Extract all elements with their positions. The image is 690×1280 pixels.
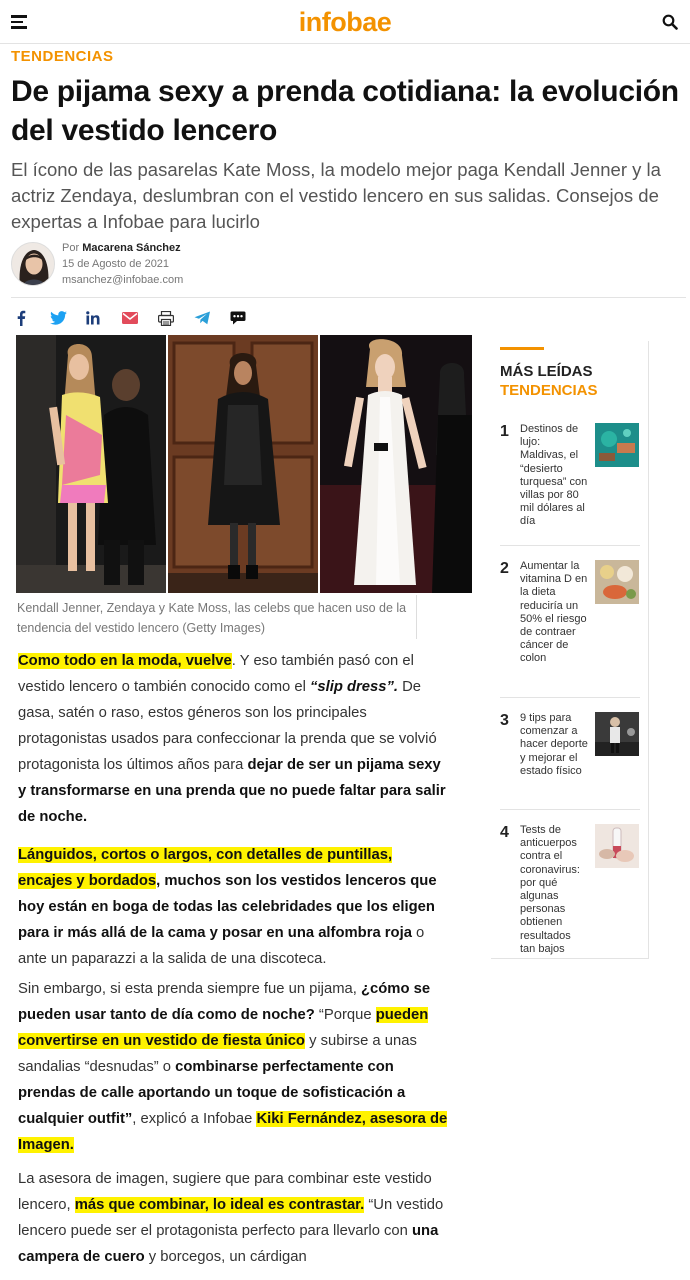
paragraph-2	[18, 842, 448, 972]
highlight-text: pueden convertirse en un vestido de fiesta único	[18, 1007, 429, 1049]
photo-zendaya	[168, 335, 318, 593]
author-avatar[interactable]	[11, 242, 55, 286]
sidebar-accent-bar	[500, 347, 544, 350]
sidebar-title: MÁS LEÍDAS	[500, 363, 593, 380]
caption-divider	[416, 595, 417, 639]
body-text: “Un vestido lencero puede ser el protagonista perfecto para llevarlo con	[18, 1197, 444, 1239]
byline	[11, 240, 411, 290]
item-headline[interactable]: 9 tips para comenzar a hacer deporte y mejorar el estado físico	[520, 712, 588, 777]
most-read-item[interactable]	[500, 712, 640, 792]
highlight-text: más que combinar, lo ideal es contrastar.	[74, 1197, 365, 1213]
body-text: . Y eso también pasó con el vestido lencero o también conocido como el	[18, 653, 414, 695]
divider	[500, 545, 640, 546]
bold-text: combinarse perfectamente con prendas de calle aportando un toque de sofisticación a cualquier outfit”	[18, 1059, 406, 1127]
divider	[500, 809, 640, 810]
article-subtitle: El ícono de las pasarelas Kate Moss, la modelo mejor paga Kendall Jenner y la actriz Zendaya, deslumbran con el vestido lencero en sus salidas. Consejos de expertas a Infobae para lucirlo	[11, 159, 661, 232]
telegram-icon[interactable]	[194, 308, 230, 328]
body-text: y subirse a unas sandalias “desnudas” o	[18, 1033, 417, 1075]
print-icon[interactable]	[158, 308, 194, 328]
body-text: o ante un paparazzi a la salida de una discoteca.	[18, 925, 425, 967]
share-bar	[14, 308, 266, 328]
item-number: 2	[500, 560, 509, 577]
top-bar	[0, 0, 690, 44]
image-caption: Kendall Jenner, Zendaya y Kate Moss, las celebs que hacen uso de la tendencia del vestido lencero (Getty Images)	[17, 601, 407, 635]
item-thumbnail[interactable]	[595, 560, 639, 604]
site-logo[interactable]: infobae	[298, 7, 392, 37]
item-thumbnail[interactable]	[595, 824, 639, 868]
comments-icon[interactable]	[230, 308, 266, 328]
photo-kate-moss	[320, 335, 472, 593]
item-thumbnail[interactable]	[595, 712, 639, 756]
email-icon[interactable]	[122, 308, 158, 328]
author-prefix: Por	[62, 242, 80, 254]
bold-text: una campera de cuero	[18, 1223, 439, 1265]
body-text: , explicó a Infobae	[132, 1111, 257, 1127]
author-meta	[62, 240, 183, 288]
emphasis-text: “slip dress”.	[310, 679, 398, 695]
body-text: “Porque	[314, 1007, 376, 1023]
photo-kendall-jenner	[16, 335, 166, 593]
highlight-text: Como todo en la moda, vuelve	[18, 653, 232, 669]
most-read-item[interactable]	[500, 560, 640, 680]
section-kicker[interactable]: TENDENCIAS	[11, 48, 114, 65]
most-read-item[interactable]	[500, 824, 640, 955]
highlight-text: Lánguidos, cortos o largos, con detalles de puntillas, encajes y bordados	[18, 847, 393, 889]
item-thumbnail[interactable]	[595, 423, 639, 467]
search-icon[interactable]	[662, 14, 678, 30]
sidebar-section[interactable]: TENDENCIAS	[500, 382, 598, 399]
most-read-sidebar	[491, 341, 649, 959]
divider	[11, 297, 686, 298]
body-text: La asesora de imagen, sugiere que para combinar este vestido lencero,	[18, 1171, 432, 1213]
publish-date: 15 de Agosto de 2021	[62, 258, 170, 270]
author-name[interactable]: Macarena Sánchez	[82, 242, 181, 254]
item-headline[interactable]: Tests de anticuerpos contra el coronavirus: por qué algunas personas obtienen resultados tan bajos	[520, 824, 580, 955]
item-number: 1	[500, 423, 509, 440]
divider	[500, 697, 640, 698]
author-email[interactable]: msanchez@infobae.com	[62, 274, 184, 286]
twitter-icon[interactable]	[50, 308, 86, 328]
body-text: Sin embargo, si esta prenda siempre fue un pijama,	[18, 981, 361, 997]
most-read-item[interactable]	[500, 423, 640, 533]
body-text: y borcegos, un cárdigan	[144, 1249, 307, 1265]
bold-text: dejar de ser un pijama sexy y transformarse en una prenda que no puede faltar para salir de noche.	[18, 757, 446, 825]
paragraph-1	[18, 648, 448, 830]
article-main-image[interactable]	[16, 335, 472, 593]
item-number: 3	[500, 712, 509, 729]
item-headline[interactable]: Destinos de lujo: Maldivas, el “desierto turquesa” con villas por 80 mil dólares al día	[520, 423, 588, 528]
bold-text: , muchos son los vestidos lenceros que hoy están en boga de todas las celebridades que los eligen para ir más allá de la cama y posar en una alfombra roja	[18, 873, 437, 941]
bold-text: ¿cómo se pueden usar tanto de día como de noche?	[18, 981, 431, 1023]
item-number: 4	[500, 824, 509, 841]
paragraph-3	[18, 976, 448, 1158]
linkedin-icon[interactable]	[86, 308, 122, 328]
article-title: De pijama sexy a prenda cotidiana: la evolución del vestido lencero	[11, 75, 679, 147]
body-text: De gasa, satén o raso, estos géneros son los principales protagonistas usados para confeccionar la prenda que se volvió protagonista los últimos años para	[18, 679, 437, 773]
paragraph-4	[18, 1166, 448, 1270]
highlight-text: Kiki Fernández, asesora de Imagen.	[18, 1111, 448, 1153]
facebook-icon[interactable]	[14, 308, 50, 328]
item-headline[interactable]: Aumentar la vitamina D en la dieta reduciría un 50% el riesgo de contraer cáncer de colon	[520, 560, 588, 665]
